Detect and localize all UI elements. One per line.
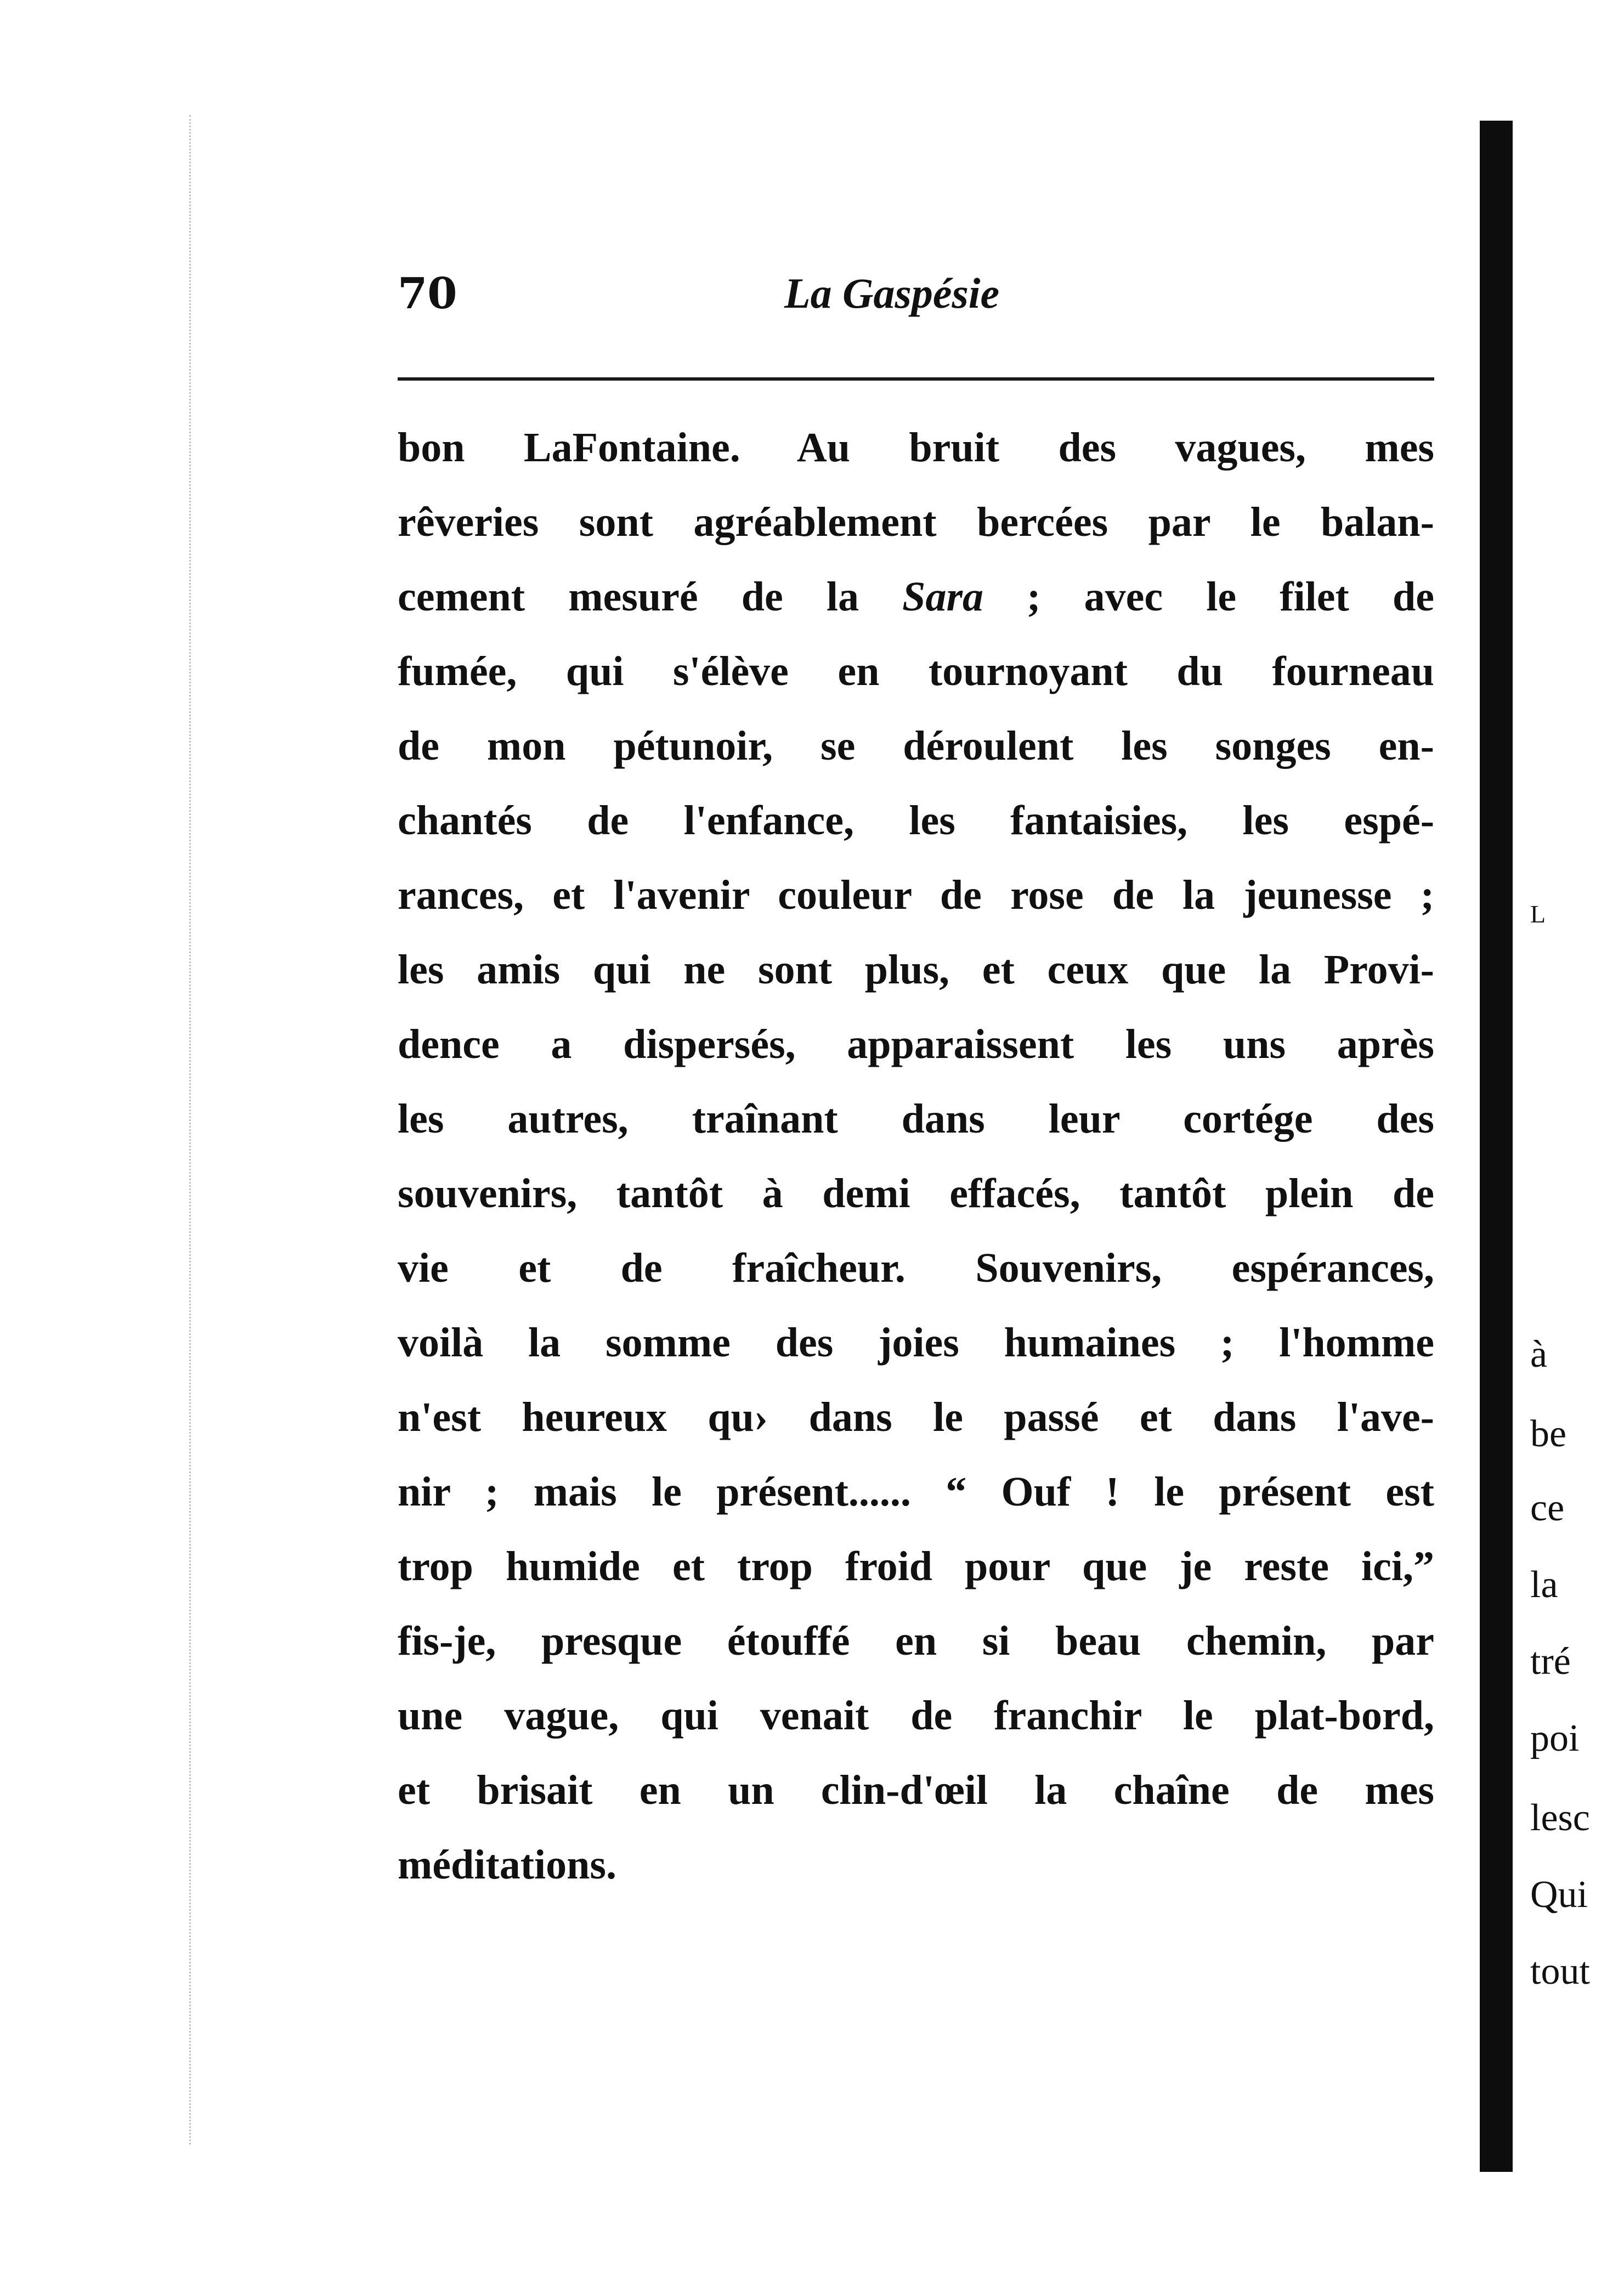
fragment-text: tout xyxy=(1530,1950,1590,1993)
text-line: les autres, traînant dans leur cortége des xyxy=(398,1096,1434,1142)
text-line: et brisait en un clin-d'œil la chaîne de mes xyxy=(398,1767,1434,1813)
text-line: nir ; mais le présent...... “ Ouf ! le présent est xyxy=(398,1469,1434,1515)
fragment-text: à xyxy=(1530,1333,1548,1376)
text-line: les amis qui ne sont plus, et ceux que la Provi- xyxy=(398,947,1434,993)
text-line: souvenirs, tantôt à demi effacés, tantôt plein de xyxy=(398,1170,1434,1216)
text-line: de mon pétunoir, se déroulent les songes en- xyxy=(398,723,1434,769)
text-segment: cement mesuré de la xyxy=(398,574,903,620)
text-line: vie et de fraîcheur. Souvenirs, espérances, xyxy=(398,1245,1434,1291)
text-line: une vague, qui venait de franchir le plat-bord, xyxy=(398,1693,1434,1739)
text-line: rances, et l'avenir couleur de rose de la jeunesse ; xyxy=(398,872,1434,918)
page-number: 70 xyxy=(398,269,457,319)
fragment-text: ce xyxy=(1530,1487,1565,1529)
fragment-text: be xyxy=(1530,1413,1567,1455)
text-line: rêveries sont agréablement bercées par le balan- xyxy=(398,499,1434,545)
fragment-text: L xyxy=(1530,900,1546,928)
adjacent-page-fragments xyxy=(1530,0,1624,2292)
body-text xyxy=(398,410,1434,1902)
fragment-text: la xyxy=(1530,1564,1558,1606)
ship-name: Sara xyxy=(902,574,984,620)
text-line: chantés de l'enfance, les fantaisies, les espé- xyxy=(398,797,1434,844)
text-line xyxy=(398,559,1434,634)
text-line: dence a dispersés, apparaissent les uns après xyxy=(398,1021,1434,1067)
fragment-text: lesc xyxy=(1530,1797,1590,1839)
fragment-text: tré xyxy=(1530,1640,1571,1683)
text-line: voilà la somme des joies humaines ; l'homme xyxy=(398,1320,1434,1366)
text-line-last: méditations. xyxy=(398,1842,616,1888)
fragment-text: poi xyxy=(1530,1717,1580,1759)
header-rule xyxy=(398,377,1434,381)
scan-edge xyxy=(189,115,195,2144)
text-line: bon LaFontaine. Au bruit des vagues, mes xyxy=(398,425,1434,471)
text-segment: ; avec le filet de xyxy=(983,574,1434,620)
text-line: fis-je, presque étouffé en si beau chemin, par xyxy=(398,1618,1434,1664)
running-title: La Gaspésie xyxy=(784,269,1000,317)
text-line: fumée, qui s'élève en tournoyant du fourneau xyxy=(398,648,1434,694)
text-line: trop humide et trop froid pour que je reste ici,” xyxy=(398,1543,1434,1589)
page-gutter-shadow xyxy=(1480,121,1513,2172)
text-line: n'est heureux qu› dans le passé et dans l'ave- xyxy=(398,1394,1434,1440)
fragment-text: Qui xyxy=(1530,1874,1588,1916)
